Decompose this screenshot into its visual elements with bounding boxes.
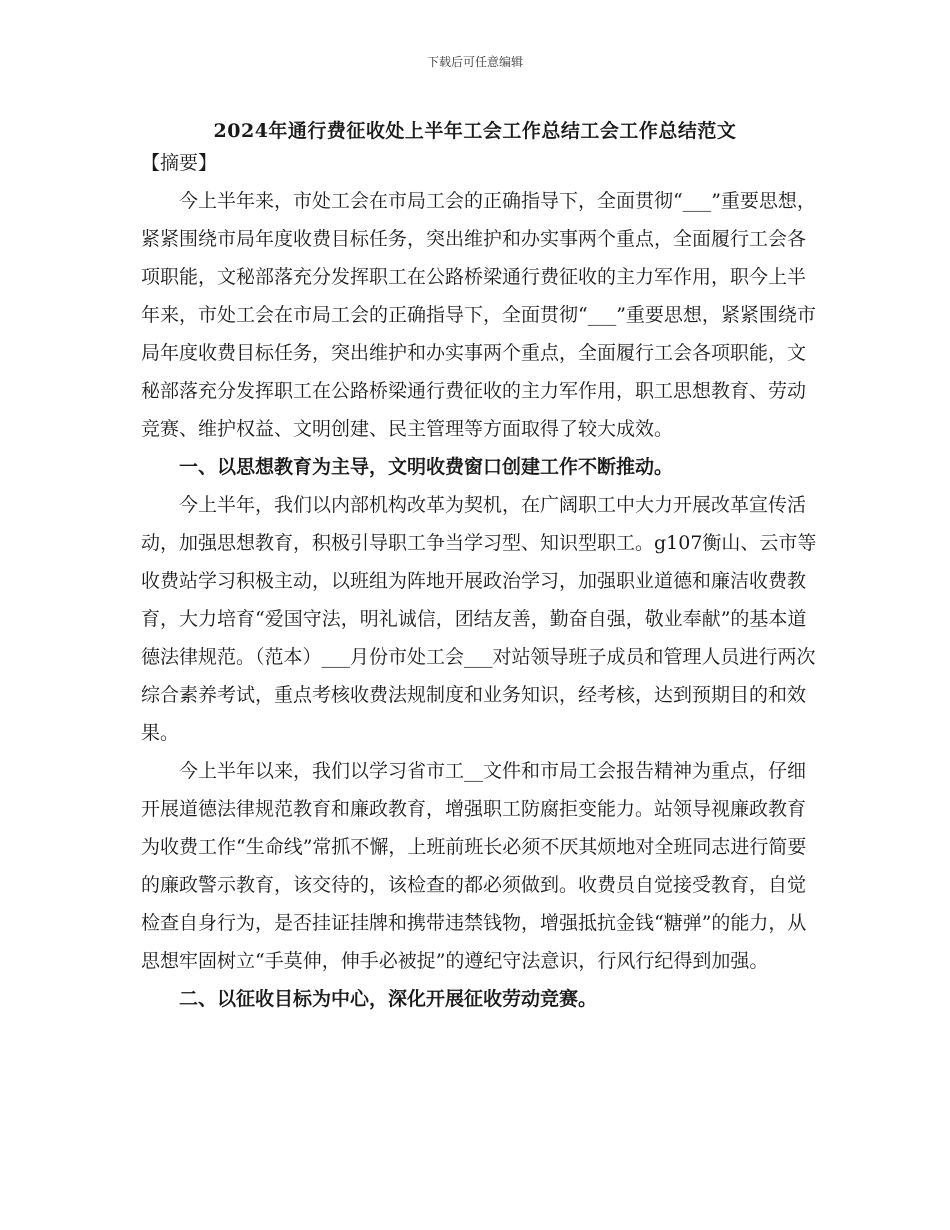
paragraph-section1-b: 今上半年以来，我们以学习省市工__文件和市局工会报告精神为重点，仔细开展道德法律规范教育和廉政教育，增强职工防腐拒变能力。站领导视廉政教育为收费工作“生命线”常抓不懈，上班前班长必须不厌其烦地对全班同志进行简要的廉政警示教育，该交待的，该检查的都必须做到。收费员自觉接受教育，自觉检查自身行为，是否挂证挂牌和携带违禁钱物，增强抵抗金钱“糖弹”的能力，从思想牢固树立“手莫伸，伸手必被捉”的遵纪守法意识，行风行纪得到加强。	[141, 760, 807, 972]
section-heading-1: 一、以思想教育为主导，文明收费窗口创建工作不断推动。	[179, 456, 674, 478]
paragraph-section1-a: 今上半年，我们以内部机构改革为契机，在广阔职工中大力开展改革宣传活动，加强思想教育，积极引导职工争当学习型、知识型职工。g107衡山、云市等收费站学习积极主动，以班组为阵地开展政治学习，加强职业道德和廉洁收费教育，大力培育“爱国守法，明礼诚信，团结友善，勤奋自强，敬业奉献”的基本道德法律规范。（范本）___月份市处工会___对站领导班子成员和管理人员进行两次综合素养考试，重点考核收费法规制度和业务知识，经考核，达到预期目的和效果。	[141, 494, 817, 744]
document-title: 2024年通行费征收处上半年工会工作总结工会工作总结范文	[213, 120, 737, 142]
document-body	[141, 144, 823, 1018]
header-note: 下载后可任意编辑	[426, 55, 523, 69]
paragraph-intro: 今上半年来，市处工会在市局工会的正确指导下，全面贯彻“___”重要思想，紧紧围绕市局年度收费目标任务，突出维护和办实事两个重点，全面履行工会各项职能，文秘部落充分发挥职工在公路桥梁通行费征收的主力军作用，职今上半年来，市处工会在市局工会的正确指导下，全面贯彻“___”重要思想，紧紧围绕市局年度收费目标任务，突出维护和办实事两个重点，全面履行工会各项职能，文秘部落充分发挥职工在公路桥梁通行费征收的主力军作用，职工思想教育、劳动竞赛、维护权益、文明创建、民主管理等方面取得了较大成效。	[141, 190, 816, 440]
section-heading-2: 二、以征收目标为中心，深化开展征收劳动竞赛。	[179, 988, 598, 1010]
abstract-label: 【摘要】	[141, 152, 218, 174]
